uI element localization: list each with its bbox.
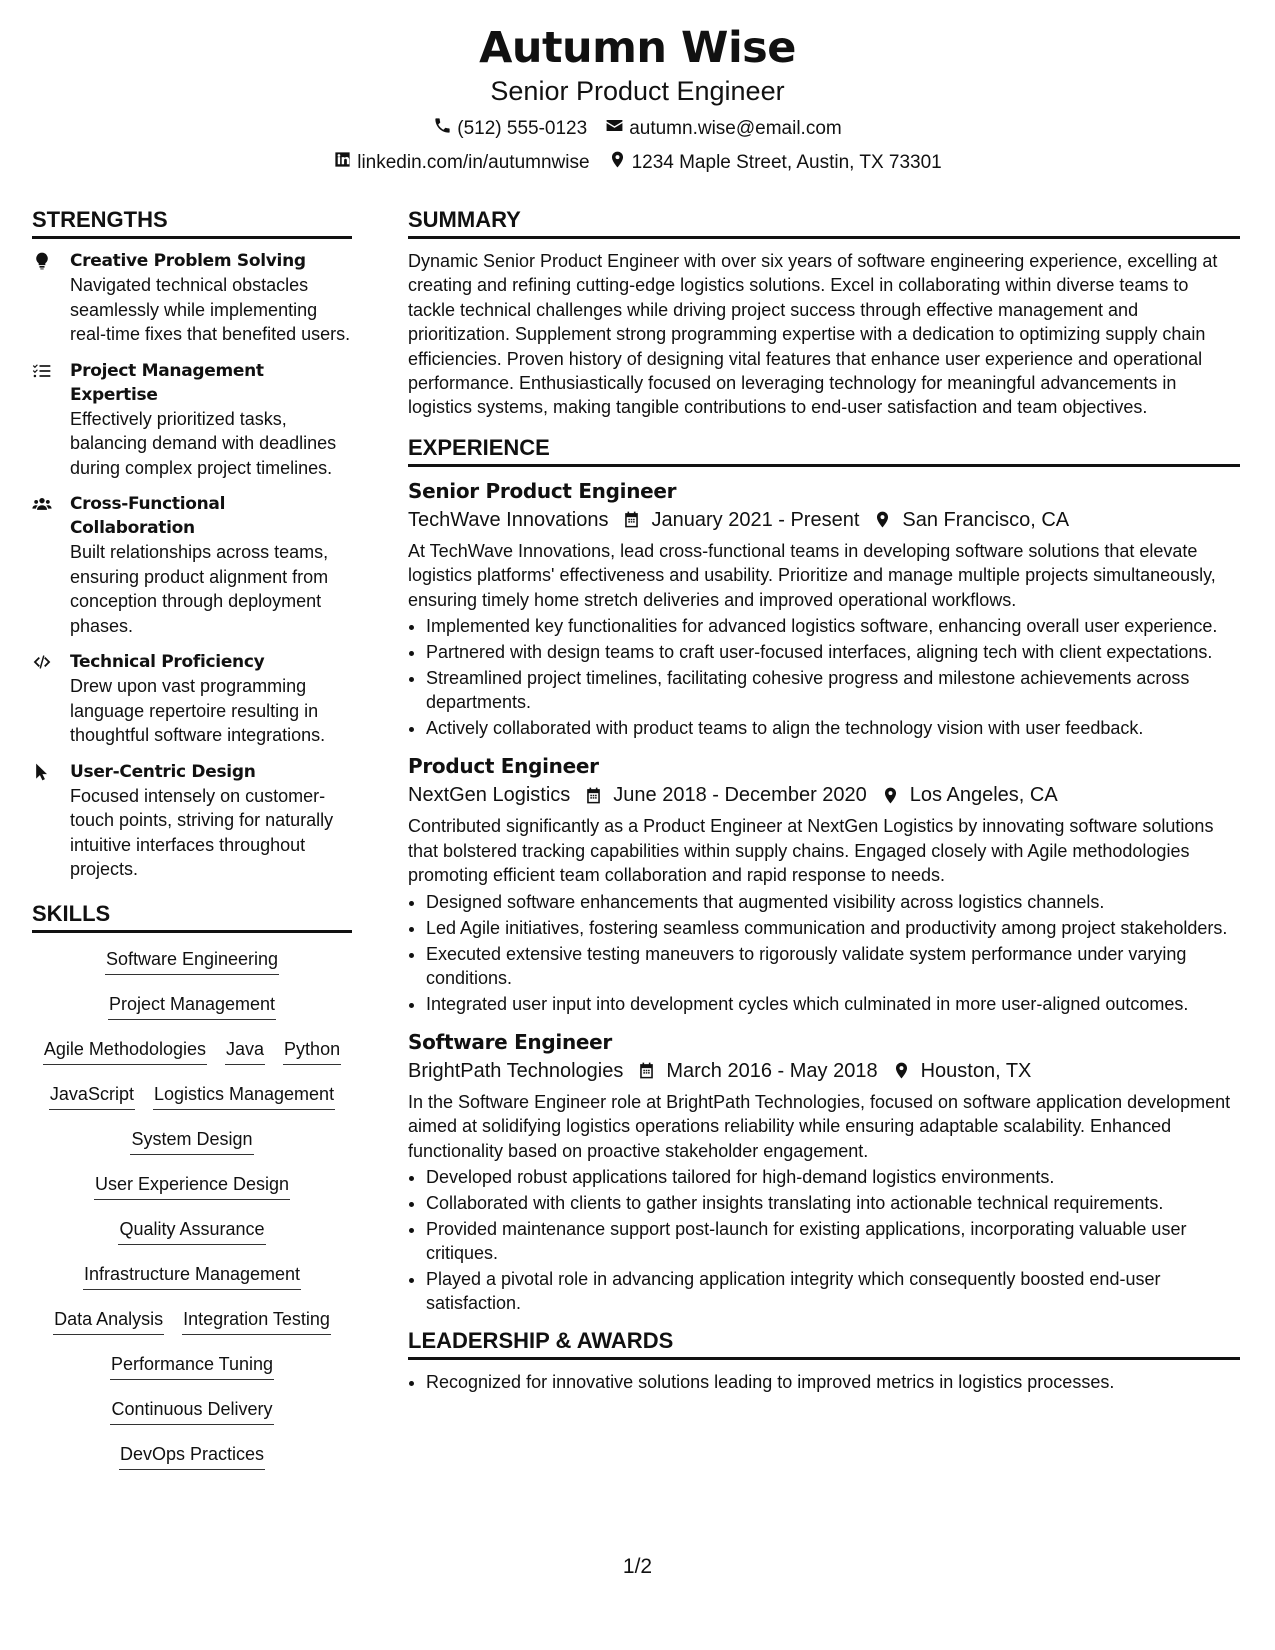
strength-item <box>32 359 352 481</box>
skill-tag: Quality Assurance <box>118 1217 265 1245</box>
linkedin-text: linkedin.com/in/autumnwise <box>357 152 590 173</box>
job-meta <box>408 1056 1240 1086</box>
linkedin-icon <box>333 150 352 176</box>
strength-desc: Effectively prioritized tasks, balancing demand with deadlines during complex project timelines. <box>70 408 337 478</box>
resume-header <box>0 20 1275 176</box>
contact-line-2 <box>0 150 1275 176</box>
skill-tag: JavaScript <box>49 1082 135 1110</box>
job-company: NextGen Logistics <box>408 784 571 807</box>
summary-text: Dynamic Senior Product Engineer with over six years of software engineering experience, excelling at creating and refining cutting-edge logistics solutions. Excel in collaborating within diverse teams to tackle technical challenges while driving project success through effective management and prioritization. Supplement strong programming expertise with a dedication to optimizing supply chain efficiencies. Proven history of designing vital features that enhance user experience and operational performance. Enthusiastically focused on leveraging technology for meaningful advancements in logistics systems, making tangible contributions to end-user satisfaction and team objectives. <box>408 251 1218 418</box>
job-title: Software Engineer <box>408 1029 612 1054</box>
email-contact[interactable] <box>605 116 842 142</box>
map-pin-icon <box>873 510 892 529</box>
job-location: San Francisco, CA <box>902 508 1070 531</box>
skill-tag: Python <box>283 1037 341 1065</box>
leadership-bullets <box>408 1370 1240 1394</box>
envelope-icon <box>605 116 624 142</box>
candidate-role: Senior Product Engineer <box>490 76 785 106</box>
skill-tag: Continuous Delivery <box>110 1397 273 1425</box>
job-bullets <box>408 1165 1240 1315</box>
skill-tag: Performance Tuning <box>110 1352 274 1380</box>
calendar-icon <box>637 1061 656 1080</box>
summary-heading: SUMMARY <box>408 206 1240 239</box>
skill-tag: Project Management <box>108 992 276 1020</box>
job-description: At TechWave Innovations, lead cross-functional teams in developing software solutions that elevate logistics platforms' effectiveness and usability. Prioritize and manage multiple projects simultaneously, ensuring timely home stretch deliveries and improved operational workflows. <box>408 540 1216 610</box>
left-column <box>32 206 352 1487</box>
skill-tag: Logistics Management <box>153 1082 335 1110</box>
leadership-bullet: • Recognized for innovative solutions leading to improved metrics in logistics processes. <box>426 1370 1240 1394</box>
candidate-name: Autumn Wise <box>479 23 796 73</box>
lightbulb-icon <box>32 249 70 347</box>
skill-tag: Integration Testing <box>182 1307 331 1335</box>
strength-title: User-Centric Design <box>70 761 256 782</box>
job-bullet: • Actively collaborated with product teams to align the technology vision with user feedback. <box>426 716 1240 740</box>
skill-tag: DevOps Practices <box>119 1442 265 1470</box>
phone-text: (512) 555-0123 <box>457 118 588 139</box>
strength-title: Creative Problem Solving <box>70 251 306 271</box>
job-bullet: • Provided maintenance support post-launch for existing applications, incorporating valuable user critiques. <box>426 1217 1240 1265</box>
linkedin-contact[interactable] <box>333 150 589 176</box>
job-bullet: • Designed software enhancements that augmented visibility across logistics channels. <box>426 890 1240 914</box>
job-description: Contributed significantly as a Product Engineer at NextGen Logistics by innovating software solutions that bolstered tracking capabilities within supply chains. Engaged closely with Agile methodologies promoting efficient team collaboration and rapid response to needs. <box>408 816 1214 886</box>
leadership-heading: LEADERSHIP & AWARDS <box>408 1327 1240 1360</box>
job-bullet: • Developed robust applications tailored for high-demand logistics environments. <box>426 1165 1240 1189</box>
skill-tag: System Design <box>130 1127 253 1155</box>
experience-heading: EXPERIENCE <box>408 434 1240 467</box>
cursor-icon <box>32 760 70 882</box>
job-bullet: • Collaborated with clients to gather insights translating into actionable technical requirements. <box>426 1191 1240 1215</box>
right-column <box>408 206 1240 1396</box>
contact-line-1 <box>0 116 1275 142</box>
page-number: 1/2 <box>622 1555 653 1578</box>
email-text: autumn.wise@email.com <box>629 118 842 139</box>
strength-desc: Built relationships across teams, ensuring product alignment from conception through deployment phases. <box>70 542 329 636</box>
calendar-icon <box>584 786 603 805</box>
skill-tag: Java <box>225 1037 265 1065</box>
skill-tag: Agile Methodologies <box>43 1037 207 1065</box>
skill-tag: Data Analysis <box>53 1307 164 1335</box>
job-title: Senior Product Engineer <box>408 478 677 503</box>
job-bullets <box>408 614 1240 740</box>
job-bullet: • Partnered with design teams to craft user-focused interfaces, aligning tech with client expectations. <box>426 640 1240 664</box>
job-location: Houston, TX <box>920 1059 1032 1082</box>
job-bullet: • Implemented key functionalities for advanced logistics software, enhancing overall user experience. <box>426 614 1240 638</box>
users-icon <box>32 492 70 638</box>
calendar-icon <box>622 510 641 529</box>
job-bullets <box>408 890 1240 1016</box>
skill-tag: Infrastructure Management <box>83 1262 301 1290</box>
job-bullet: • Executed extensive testing maneuvers to rigorously validate system performance under varying conditions. <box>426 942 1240 990</box>
map-pin-icon <box>608 150 627 176</box>
job-meta <box>408 780 1240 810</box>
job-dates: January 2021 - Present <box>651 508 860 531</box>
job-bullet: • Streamlined project timelines, facilitating cohesive progress and milestone achievements across departments. <box>426 666 1240 714</box>
skills-heading: SKILLS <box>32 900 352 933</box>
phone-icon <box>433 116 452 142</box>
strength-item <box>32 760 352 882</box>
map-pin-icon <box>881 786 900 805</box>
job-bullet: • Played a pivotal role in advancing application integrity which consequently boosted end-user satisfaction. <box>426 1267 1240 1315</box>
strength-item <box>32 249 352 347</box>
strength-item <box>32 650 352 748</box>
strength-title: Project Management Expertise <box>70 360 264 405</box>
task-list-icon <box>32 359 70 481</box>
strengths-heading: STRENGTHS <box>32 206 352 239</box>
job-bullet: • Led Agile initiatives, fostering seamless communication and productivity among project stakeholders. <box>426 916 1240 940</box>
map-pin-icon <box>892 1061 911 1080</box>
strength-desc: Drew upon vast programming language repertoire resulting in thoughtful software integrations. <box>70 676 326 745</box>
skills-list <box>32 943 352 1487</box>
job-title: Product Engineer <box>408 754 599 779</box>
job-description: In the Software Engineer role at BrightPath Technologies, focused on software application development aimed at solidifying logistics operations reliability while ensuring adaptable scalability. Enhanced functionality based on proactive stakeholder engagement. <box>408 1091 1231 1161</box>
job-company: BrightPath Technologies <box>408 1059 624 1082</box>
strength-item <box>32 492 352 638</box>
job-location: Los Angeles, CA <box>909 784 1058 807</box>
job-company: TechWave Innovations <box>408 508 609 531</box>
strength-desc: Navigated technical obstacles seamlessly while implementing real-time fixes that benefited users. <box>70 275 351 344</box>
job-dates: March 2016 - May 2018 <box>666 1059 878 1082</box>
strength-title: Cross-Functional Collaboration <box>70 494 226 538</box>
job-entry <box>408 477 1240 741</box>
job-bullet: • Integrated user input into development cycles which culminated in more user-aligned outcomes. <box>426 992 1240 1016</box>
address-contact <box>608 150 942 176</box>
strength-title: Technical Proficiency <box>70 652 265 672</box>
job-entry <box>408 752 1240 1016</box>
strength-desc: Focused intensely on customer-touch points, striving for naturally intuitive interfaces throughout projects. <box>70 785 334 879</box>
skill-tag: Software Engineering <box>105 947 279 975</box>
skill-tag: User Experience Design <box>94 1172 290 1200</box>
job-dates: June 2018 - December 2020 <box>613 784 867 807</box>
job-meta <box>408 505 1240 535</box>
code-icon <box>32 650 70 748</box>
job-entry <box>408 1028 1240 1316</box>
phone-contact[interactable] <box>433 116 587 142</box>
address-text: 1234 Maple Street, Austin, TX 73301 <box>631 152 942 173</box>
